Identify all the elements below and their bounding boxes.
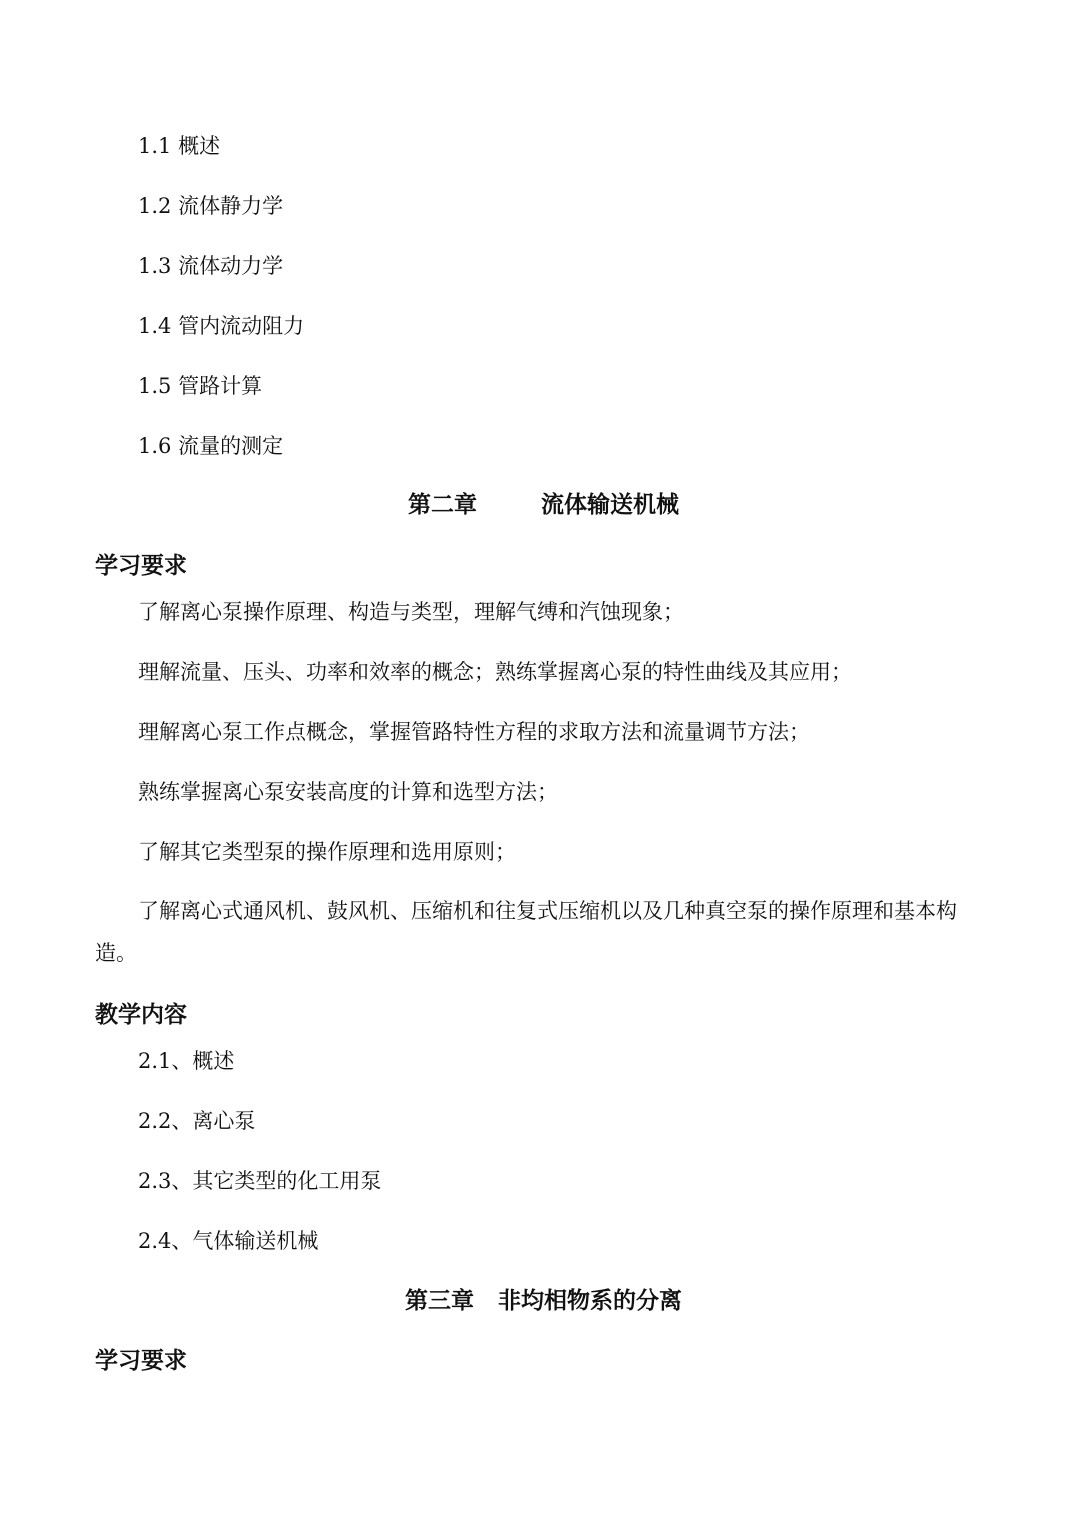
requirement-item: 理解流量、压头、功率和效率的概念；熟练掌握离心泵的特性曲线及其应用； bbox=[138, 660, 852, 684]
section-heading-requirements: 学习要求 bbox=[95, 553, 187, 579]
ch1-item: 1.2 流体静力学 bbox=[138, 194, 284, 218]
requirement-item: 了解离心式通风机、鼓风机、压缩机和往复式压缩机以及几种真空泵的操作原理和基本构造。 bbox=[95, 899, 957, 965]
chapter-2-title: 第二章 流体输送机械 bbox=[407, 492, 680, 518]
requirement-item: 理解离心泵工作点概念，掌握管路特性方程的求取方法和流量调节方法； bbox=[138, 720, 810, 744]
requirement-item: 了解离心泵操作原理、构造与类型，理解气缚和汽蚀现象； bbox=[138, 600, 684, 624]
ch1-item: 1.5 管路计算 bbox=[138, 374, 263, 398]
chapter-3-title: 第三章 非均相物系的分离 bbox=[404, 1288, 683, 1314]
ch1-item: 1.3 流体动力学 bbox=[138, 254, 284, 278]
requirement-item: 熟练掌握离心泵安装高度的计算和选型方法； bbox=[138, 780, 558, 804]
section-heading-contents: 教学内容 bbox=[95, 1002, 187, 1028]
ch1-item: 1.1 概述 bbox=[138, 134, 221, 158]
section-heading-requirements: 学习要求 bbox=[95, 1348, 187, 1374]
content-item: 2.3、其它类型的化工用泵 bbox=[138, 1169, 382, 1193]
content-item: 2.4、气体输送机械 bbox=[138, 1229, 319, 1253]
content-item: 2.2、离心泵 bbox=[138, 1109, 256, 1133]
ch1-item: 1.4 管内流动阻力 bbox=[138, 314, 305, 338]
requirement-item: 了解其它类型泵的操作原理和选用原则； bbox=[138, 840, 516, 864]
ch1-item: 1.6 流量的测定 bbox=[138, 434, 284, 458]
content-item: 2.1、概述 bbox=[138, 1049, 235, 1073]
